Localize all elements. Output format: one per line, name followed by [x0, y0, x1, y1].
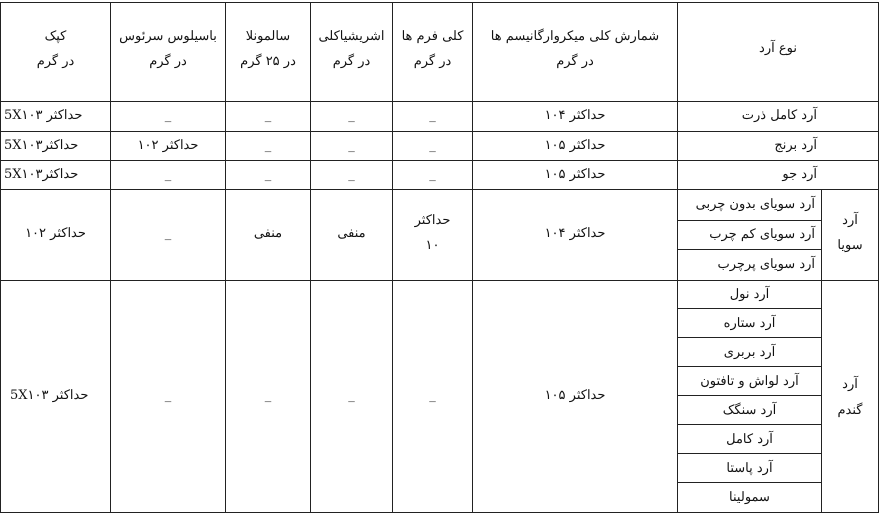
header-salmonella-unit: در ۲۵ گرم [240, 54, 296, 69]
row-corn-total: حداکثر ۱۰۴ [544, 108, 606, 123]
soy-ecoli: منفی [337, 226, 366, 241]
header-mold: کپک [44, 29, 67, 44]
row-barley-name: آرد جو [782, 167, 817, 182]
row-rice-bacillus: حداکثر ۱۰۲ [137, 138, 199, 153]
header-mold-unit: در گرم [36, 54, 75, 69]
header-ecoli: اشریشیاکلی [318, 29, 385, 44]
col-line [472, 2, 473, 513]
row-line [0, 160, 879, 161]
row-line [677, 482, 822, 483]
soy-total: حداکثر ۱۰۴ [544, 226, 606, 241]
dash: _ [264, 138, 272, 153]
row-barley-mold: 5X۱۰۳حداکثر [4, 167, 79, 182]
row-line [677, 366, 822, 367]
row-rice-total: حداکثر ۱۰۵ [544, 138, 606, 153]
soy-coliform: ۱۰ [425, 238, 440, 253]
table-border-bottom [0, 512, 879, 513]
wheat-item: آرد ستاره [723, 316, 776, 331]
dash: _ [348, 138, 355, 153]
row-corn-mold: 5X۱۰۳ حداکثر [4, 108, 83, 123]
row-line [677, 453, 822, 454]
table-border-left [0, 2, 1, 513]
row-corn-name: آرد کامل ذرت [741, 108, 817, 123]
soy-item: آرد سویای بدون چربی [695, 197, 815, 212]
dash: _ [164, 388, 172, 403]
soy-item: آرد سویای کم چرب [709, 227, 815, 242]
table-border-top [0, 2, 879, 3]
soy-item: آرد سویای پرچرب [717, 257, 815, 272]
wheat-item: آرد لواش و تافتون [700, 374, 799, 389]
dash: _ [429, 138, 436, 153]
row-rice-name: آرد برنج [774, 138, 817, 153]
header-total-count-unit: در گرم [556, 54, 594, 69]
dash: _ [264, 167, 272, 182]
header-flour-type: نوع آرد [759, 41, 797, 56]
row-line [0, 131, 879, 132]
row-line [677, 249, 822, 250]
dash: _ [348, 388, 355, 403]
header-coliform: کلی فرم ها [401, 29, 464, 44]
wheat-item: آرد سنگک [722, 403, 777, 418]
dash: _ [264, 388, 272, 403]
col-line [225, 2, 226, 513]
dash: _ [264, 108, 272, 123]
soy-coliform: حداکثر [414, 213, 451, 228]
row-line [677, 337, 822, 338]
row-line [0, 189, 879, 190]
wheat-item: آرد نول [729, 287, 770, 302]
header-bottom-line [0, 101, 879, 102]
dash: _ [164, 108, 172, 123]
header-coliform-unit: در گرم [413, 54, 452, 69]
group-col-line [821, 280, 822, 513]
row-line [677, 308, 822, 309]
wheat-item: آرد کامل [726, 432, 773, 447]
wheat-total: حداکثر ۱۰۵ [544, 388, 606, 403]
header-bacillus: باسیلوس سرئوس [119, 29, 217, 44]
wheat-item: آرد پاستا [726, 461, 773, 476]
header-total-count: شمارش کلی میکروارگانیسم ها [490, 29, 660, 44]
wheat-item: آرد بربری [723, 345, 776, 360]
row-line [677, 220, 822, 221]
header-salmonella: سالمونلا [245, 29, 291, 44]
soy-group-label: سویا [837, 238, 863, 253]
dash: _ [348, 108, 355, 123]
header-ecoli-unit: در گرم [332, 54, 371, 69]
wheat-group-label: گندم [837, 403, 863, 418]
soy-group-label: آرد [842, 213, 858, 228]
row-barley-total: حداکثر ۱۰۵ [544, 167, 606, 182]
row-rice-mold: 5X۱۰۳حداکثر [4, 138, 79, 153]
dash: _ [164, 226, 172, 241]
dash: _ [348, 167, 355, 182]
row-line [677, 395, 822, 396]
dash: _ [429, 167, 436, 182]
col-line [110, 2, 111, 513]
col-line [310, 2, 311, 513]
soy-salmonella: منفی [253, 226, 283, 241]
row-line [677, 424, 822, 425]
dash: _ [164, 167, 172, 182]
wheat-group-label: آرد [842, 377, 858, 392]
row-line [0, 280, 879, 281]
col-line [392, 2, 393, 513]
wheat-item: سمولینا [729, 490, 770, 505]
soy-mold: حداکثر ۱۰۲ [25, 226, 86, 241]
dash: _ [429, 108, 436, 123]
wheat-mold: 5X۱۰۳ حداکثر [10, 388, 89, 403]
header-bacillus-unit: در گرم [149, 54, 187, 69]
dash: _ [429, 388, 436, 403]
